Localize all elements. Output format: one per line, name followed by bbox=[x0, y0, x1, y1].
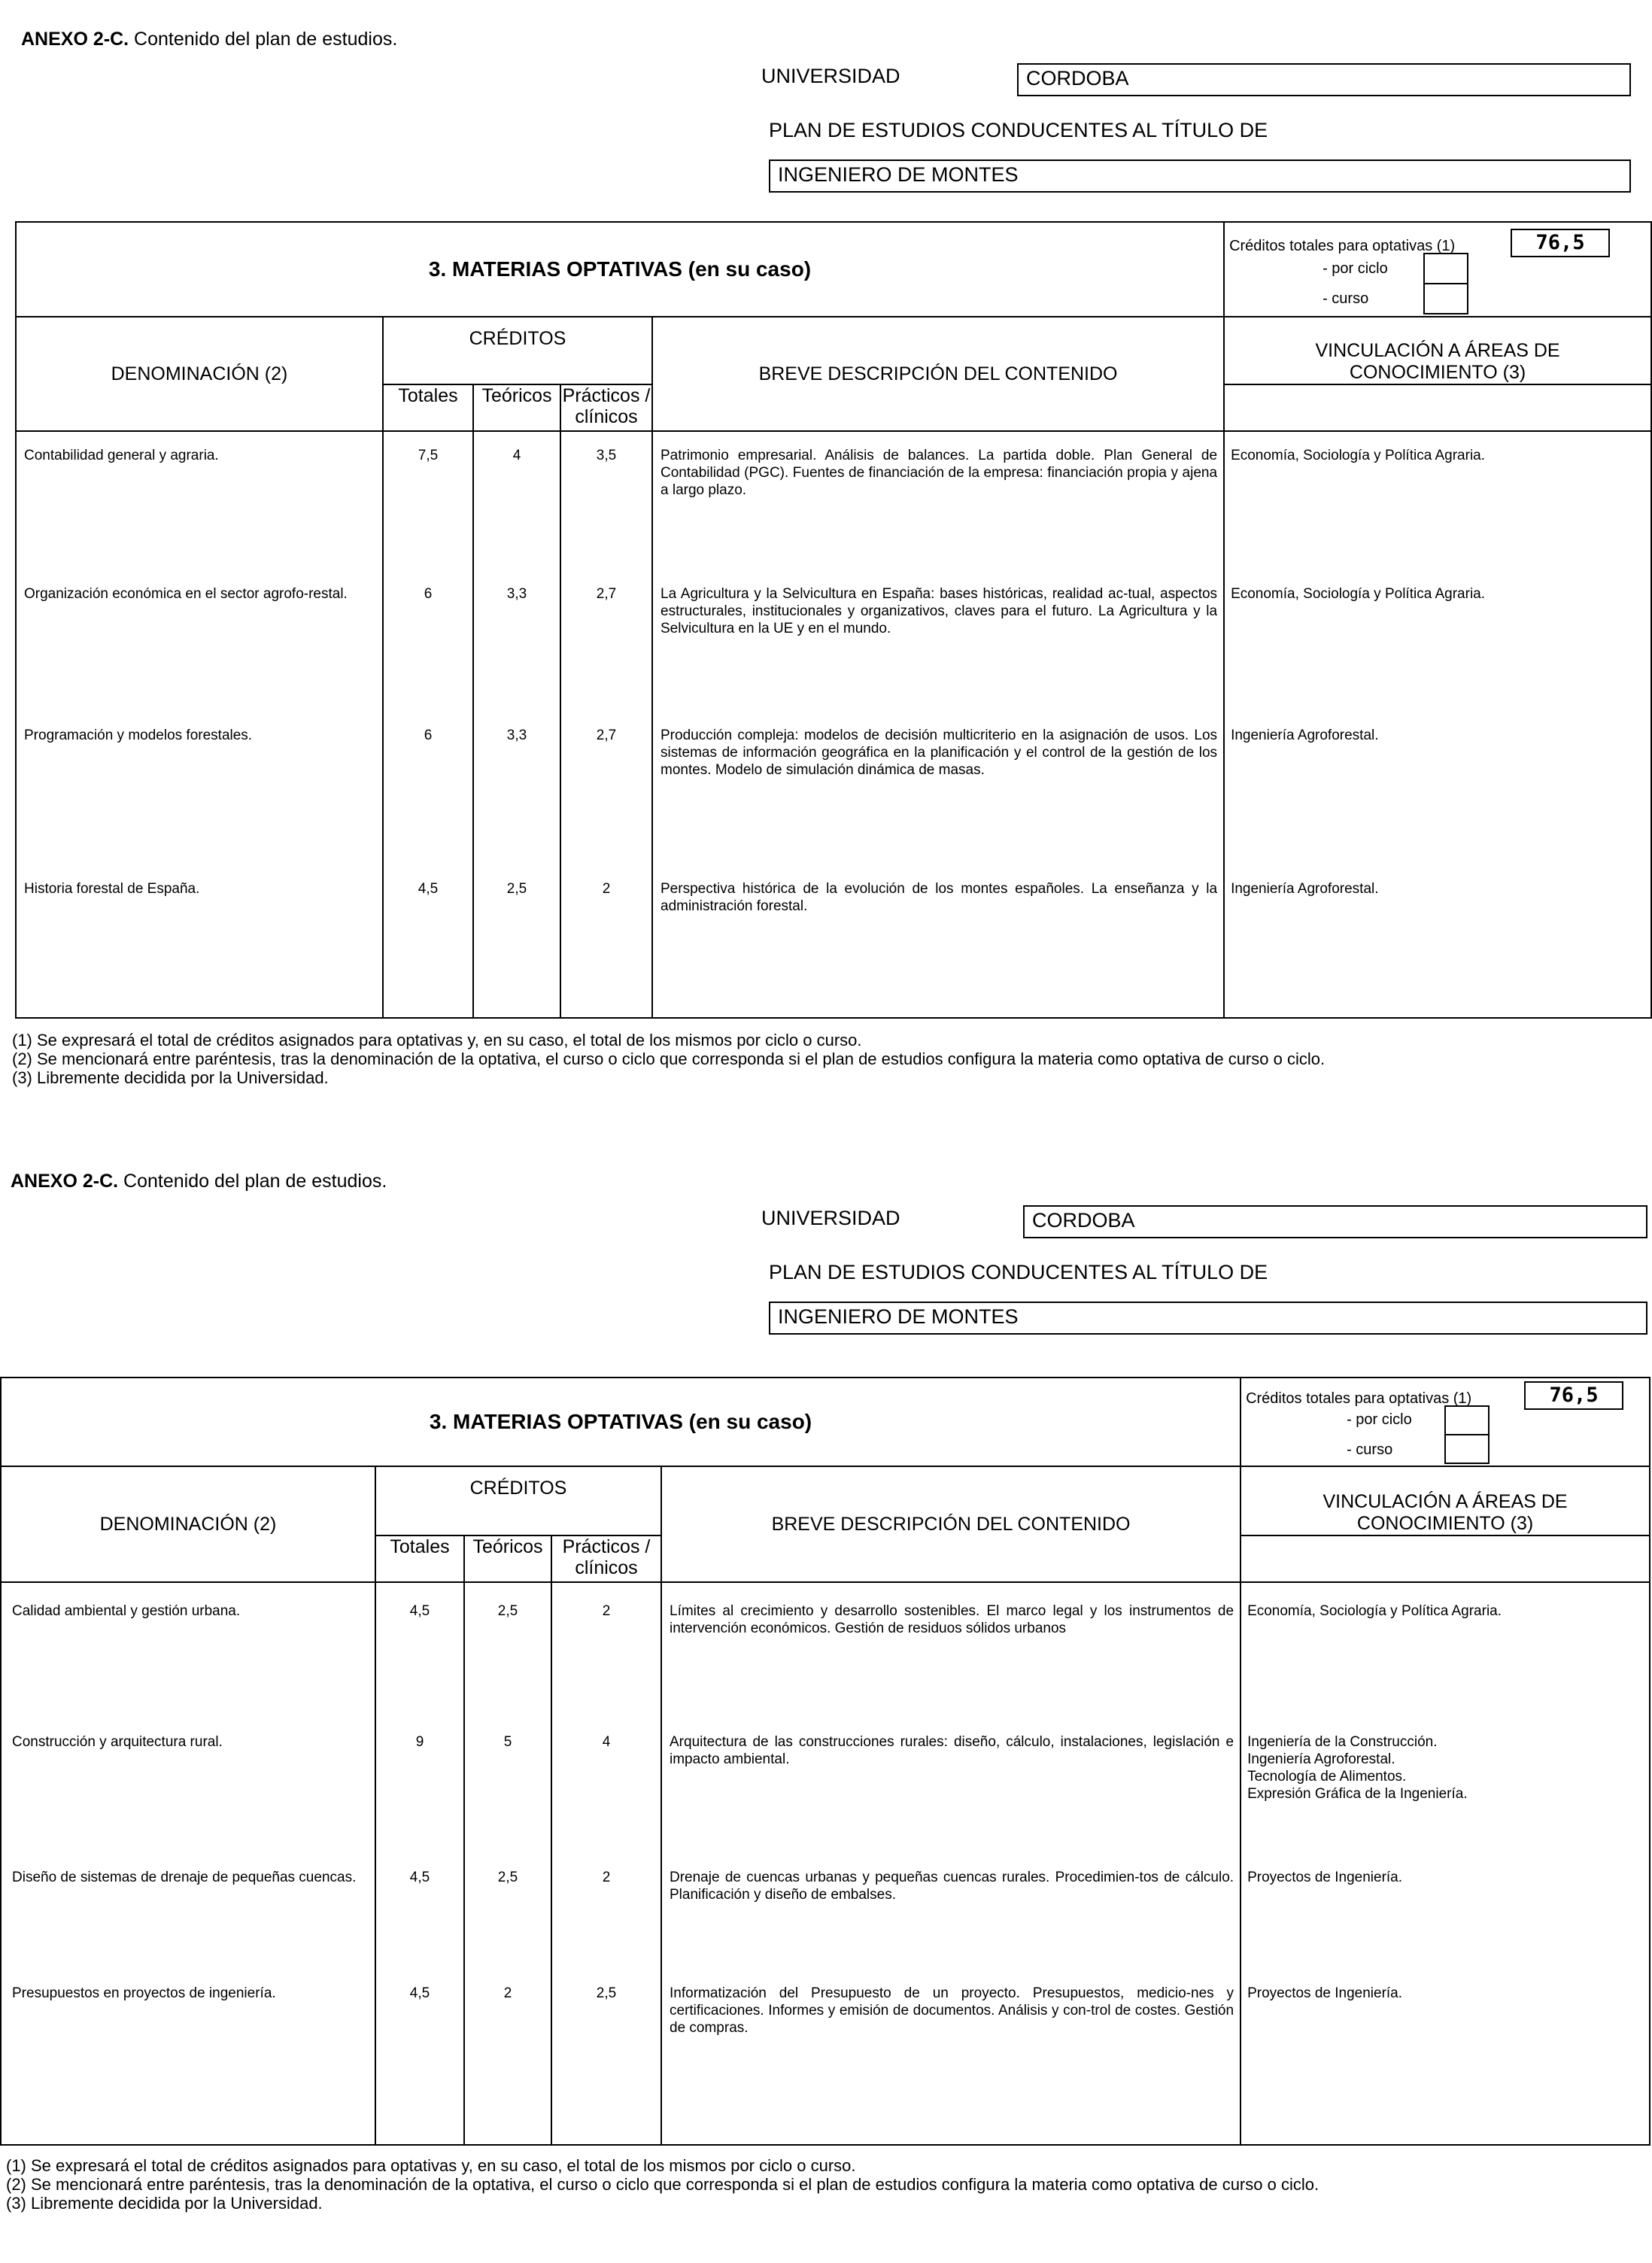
per-cycle-box bbox=[1423, 253, 1468, 284]
credits-summary bbox=[1241, 1378, 1650, 1466]
totales-value: 7,5 bbox=[418, 448, 439, 463]
annex-heading: ANEXO 2-C. Contenido del plan de estudios. bbox=[11, 1171, 387, 1192]
totales-column bbox=[383, 431, 473, 1018]
names-column bbox=[16, 431, 383, 1018]
knowledge-area: Economía, Sociología y Política Agraria. bbox=[1231, 448, 1486, 463]
practicos-value: 2 bbox=[602, 1870, 611, 1885]
description-column bbox=[652, 431, 1224, 1018]
knowledge-area: Proyectos de Ingeniería. bbox=[1247, 1985, 1403, 2001]
footnote: (1) Se expresará el total de créditos asignados para optativas y, en su caso, el total de los mismos por ciclo o curso. bbox=[12, 1031, 862, 1049]
footnotes bbox=[6, 2156, 1319, 2213]
header-totales: Totales bbox=[383, 384, 473, 431]
subject-description: Producción compleja: modelos de decisión multicriterio en la asignación de usos. Los sistemas de información geográfica en la planificación y el control de la gestión de los montes. Modelo de simulación dinámica de masas. bbox=[660, 728, 1218, 778]
practicos-value: 2,5 bbox=[596, 1985, 617, 2001]
teoricos-value: 3,3 bbox=[506, 586, 527, 602]
knowledge-area: Ingeniería de la Construcción. Ingeniería Agroforestal. Tecnología de Alimentos. Expresión Gráfica de la Ingeniería. bbox=[1247, 1734, 1468, 1802]
per-cycle-box bbox=[1444, 1405, 1490, 1435]
credits-total-label: Créditos totales para optativas (1) bbox=[1229, 238, 1456, 254]
per-course-box bbox=[1444, 1434, 1490, 1464]
subject-description: Patrimonio empresarial. Análisis de balances. La partida doble. Plan General de Contabilidad (PGC). Fuentes de financiación de la empresa: financiación propia y ajena a largo plazo. bbox=[660, 448, 1218, 498]
header-practicos: Prácticos / clínicos bbox=[560, 384, 652, 431]
knowledge-area: Proyectos de Ingeniería. bbox=[1247, 1870, 1403, 1885]
plan-label: PLAN DE ESTUDIOS CONDUCENTES AL TÍTULO DE bbox=[769, 119, 1268, 141]
subject-description: Drenaje de cuencas urbanas y pequeñas cuencas rurales. Procedimien-tos de cálculo. Planificación y diseño de embalses. bbox=[670, 1870, 1234, 1903]
header-descripcion: BREVE DESCRIPCIÓN DEL CONTENIDO bbox=[652, 317, 1224, 431]
teoricos-value: 4 bbox=[512, 448, 521, 463]
subject-name: Calidad ambiental y gestión urbana. bbox=[12, 1603, 241, 1619]
header-vinculacion: VINCULACIÓN A ÁREAS DE CONOCIMIENTO (3) bbox=[1224, 317, 1651, 384]
practicos-value: 2,7 bbox=[596, 728, 617, 743]
teoricos-column bbox=[464, 1582, 551, 2145]
knowledge-area: Economía, Sociología y Política Agraria. bbox=[1231, 586, 1486, 602]
totales-value: 6 bbox=[424, 728, 433, 743]
teoricos-value: 2 bbox=[503, 1985, 512, 2001]
header-teoricos: Teóricos bbox=[473, 384, 560, 431]
teoricos-value: 2,5 bbox=[506, 881, 527, 897]
footnote: (2) Se mencionará entre paréntesis, tras la denominación de la optativa, el curso o ciclo que corresponda si el plan de estudios configura la materia como optativa de curso o ciclo. bbox=[6, 2175, 1319, 2194]
names-column bbox=[1, 1582, 375, 2145]
table-body-row bbox=[16, 431, 1651, 1018]
area-column bbox=[1224, 431, 1651, 1018]
practicos-value: 3,5 bbox=[596, 448, 617, 463]
header-creditos: CRÉDITOS bbox=[375, 1466, 661, 1535]
totales-value: 6 bbox=[424, 586, 433, 602]
header-vinculacion-blank bbox=[1224, 384, 1651, 431]
teoricos-value: 2,5 bbox=[497, 1603, 518, 1619]
area-column bbox=[1241, 1582, 1650, 2145]
subject-name: Presupuestos en proyectos de ingeniería. bbox=[12, 1985, 276, 2001]
per-course-label: - curso bbox=[1323, 290, 1369, 307]
teoricos-value: 3,3 bbox=[506, 728, 527, 743]
page-section-1 bbox=[0, 0, 1652, 1128]
university-field: CORDOBA bbox=[1017, 63, 1631, 96]
header-vinculacion: VINCULACIÓN A ÁREAS DE CONOCIMIENTO (3) bbox=[1241, 1466, 1650, 1535]
page-section-2 bbox=[0, 1142, 1652, 2263]
credits-total-value: 76,5 bbox=[1524, 1381, 1623, 1410]
totales-value: 4,5 bbox=[418, 881, 439, 897]
totales-value: 4,5 bbox=[409, 1870, 430, 1885]
totales-value: 4,5 bbox=[409, 1603, 430, 1619]
practicos-value: 2,7 bbox=[596, 586, 617, 602]
per-cycle-label: - por ciclo bbox=[1323, 260, 1388, 277]
totales-value: 9 bbox=[415, 1734, 424, 1750]
header-totales: Totales bbox=[375, 1535, 464, 1582]
subject-description: Límites al crecimiento y desarrollo sostenibles. El marco legal y los instrumentos de intervención económicos. Gestión de residuos sólidos urbanos bbox=[670, 1603, 1234, 1636]
teoricos-value: 2,5 bbox=[497, 1870, 518, 1885]
totales-value: 4,5 bbox=[409, 1985, 430, 2001]
practicos-column bbox=[560, 431, 652, 1018]
subject-description: La Agricultura y la Selvicultura en España: bases históricas, realidad ac-tual, aspectos estructurales, institucionales y organizativos, claves para el futuro. La Agricultura y la Selvicultura en la UE y en el mundo. bbox=[660, 586, 1218, 636]
header-vinculacion-blank bbox=[1241, 1535, 1650, 1582]
university-field: CORDOBA bbox=[1023, 1205, 1647, 1238]
annex-heading: ANEXO 2-C. Contenido del plan de estudios. bbox=[21, 29, 398, 50]
credits-total-value: 76,5 bbox=[1511, 229, 1610, 257]
practicos-value: 2 bbox=[602, 881, 611, 897]
university-label: UNIVERSIDAD bbox=[761, 1207, 900, 1229]
subject-name: Contabilidad general y agraria. bbox=[24, 448, 219, 463]
header-denominacion: DENOMINACIÓN (2) bbox=[16, 317, 383, 431]
section-title: 3. MATERIAS OPTATIVAS (en su caso) bbox=[1, 1378, 1241, 1466]
subject-description: Informatización del Presupuesto de un proyecto. Presupuestos, medicio-nes y certificaciones. Informes y emisión de documentos. Análisis y con-trol de costes. Gestión de compras. bbox=[670, 1985, 1234, 2036]
footnote: (2) Se mencionará entre paréntesis, tras la denominación de la optativa, el curso o ciclo que corresponda si el plan de estudios configura la materia como optativa de curso o ciclo. bbox=[12, 1049, 1326, 1068]
subject-name: Construcción y arquitectura rural. bbox=[12, 1734, 223, 1750]
credits-summary bbox=[1224, 222, 1651, 317]
per-cycle-label: - por ciclo bbox=[1347, 1411, 1412, 1428]
practicos-column bbox=[551, 1582, 661, 2145]
subject-name: Diseño de sistemas de drenaje de pequeñas cuencas. bbox=[12, 1870, 357, 1885]
header-denominacion: DENOMINACIÓN (2) bbox=[1, 1466, 375, 1582]
description-column bbox=[661, 1582, 1241, 2145]
knowledge-area: Ingeniería Agroforestal. bbox=[1231, 728, 1379, 743]
knowledge-area: Ingeniería Agroforestal. bbox=[1231, 881, 1379, 897]
footnote: (3) Libremente decidida por la Universidad. bbox=[6, 2194, 323, 2213]
header-descripcion: BREVE DESCRIPCIÓN DEL CONTENIDO bbox=[661, 1466, 1241, 1582]
degree-field: INGENIERO DE MONTES bbox=[769, 1302, 1647, 1335]
subject-description: Arquitectura de las construcciones rurales: diseño, cálculo, instalaciones, legislación e impacto ambiental. bbox=[670, 1734, 1234, 1767]
footnote: (1) Se expresará el total de créditos asignados para optativas y, en su caso, el total de los mismos por ciclo o curso. bbox=[6, 2156, 856, 2175]
footnotes bbox=[12, 1031, 1325, 1087]
university-label: UNIVERSIDAD bbox=[761, 65, 900, 87]
optional-subjects-table bbox=[0, 1377, 1650, 2146]
header-teoricos: Teóricos bbox=[464, 1535, 551, 1582]
degree-field: INGENIERO DE MONTES bbox=[769, 159, 1631, 193]
optional-subjects-table bbox=[15, 221, 1652, 1019]
per-course-box bbox=[1423, 283, 1468, 314]
plan-label: PLAN DE ESTUDIOS CONDUCENTES AL TÍTULO DE bbox=[769, 1261, 1268, 1283]
section-title: 3. MATERIAS OPTATIVAS (en su caso) bbox=[16, 222, 1224, 317]
totales-column bbox=[375, 1582, 464, 2145]
teoricos-column bbox=[473, 431, 560, 1018]
table-body-row bbox=[1, 1582, 1650, 2145]
teoricos-value: 5 bbox=[503, 1734, 512, 1750]
subject-name: Historia forestal de España. bbox=[24, 881, 200, 897]
per-course-label: - curso bbox=[1347, 1441, 1393, 1458]
subject-name: Programación y modelos forestales. bbox=[24, 728, 253, 743]
credits-total-label: Créditos totales para optativas (1) bbox=[1246, 1390, 1472, 1407]
knowledge-area: Economía, Sociología y Política Agraria. bbox=[1247, 1603, 1502, 1619]
header-creditos: CRÉDITOS bbox=[383, 317, 652, 384]
subject-description: Perspectiva histórica de la evolución de los montes españoles. La enseñanza y la administración forestal. bbox=[660, 881, 1218, 914]
practicos-value: 2 bbox=[602, 1603, 611, 1619]
subject-name: Organización económica en el sector agrofo-restal. bbox=[24, 586, 348, 602]
footnote: (3) Libremente decidida por la Universidad. bbox=[12, 1068, 329, 1087]
header-practicos: Prácticos / clínicos bbox=[551, 1535, 661, 1582]
practicos-value: 4 bbox=[602, 1734, 611, 1750]
